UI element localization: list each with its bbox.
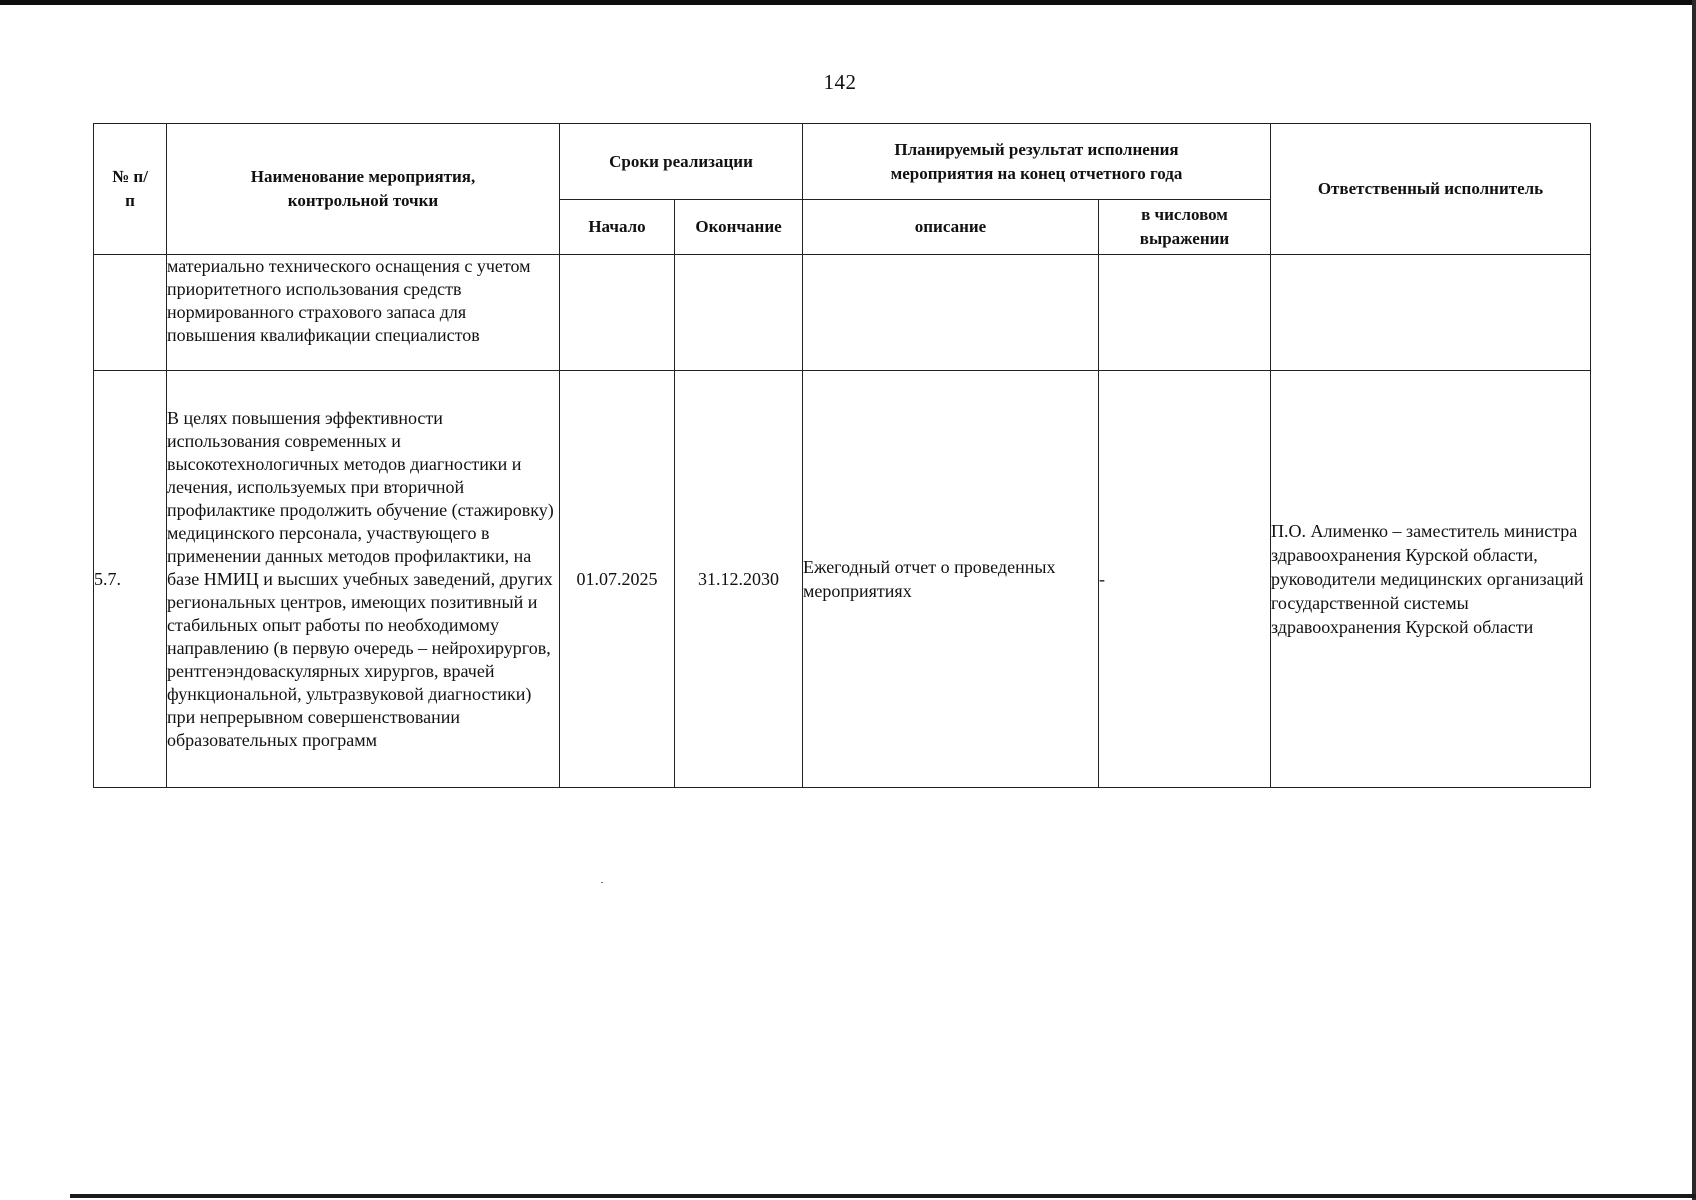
row-end-date — [675, 255, 803, 371]
scan-edge-right — [1692, 0, 1696, 1200]
header-dates: Сроки реализации — [560, 124, 803, 200]
header-row-1 — [94, 124, 1591, 200]
row-start-date — [560, 255, 675, 371]
row-numeric — [1099, 255, 1271, 371]
header-end: Окончание — [675, 200, 803, 255]
row-activity-name: материально технического оснащения с учетом приоритетного использования средств нормированного страхового запаса для повышения квалификации специалистов — [167, 255, 560, 371]
row-activity-name: В целях повышения эффективности использования современных и высокотехнологичных методов диагностики и лечения, используемых при вторичной профилактике продолжить обучение (стажировку) медицинского персонала, участвующего в применении данных методов профилактики, на базе НМИЦ и высших учебных заведений, других региональных центров, имеющих позитивный и стабильных опыт работы по необходимому направлению (в первую очередь – нейрохирургов, рентгенэндоваскулярных хирургов, врачей функциональной, ультразвуковой диагностики) при непрерывном совершенствовании образовательных программ — [167, 371, 560, 788]
row-responsible: П.О. Алименко – заместитель министра здравоохранения Курской области, руководители медицинских организаций государственной системы здравоохранения Курской области — [1271, 371, 1591, 788]
row-numeric: - — [1099, 371, 1271, 788]
page-number: 142 — [823, 70, 857, 94]
table-row — [94, 255, 1591, 371]
row-description — [803, 255, 1099, 371]
row-start-date: 01.07.2025 — [560, 371, 675, 788]
scan-speck — [601, 882, 603, 883]
row-end-date: 31.12.2030 — [675, 371, 803, 788]
scan-edge-bottom — [70, 1194, 1696, 1198]
header-responsible: Ответственный исполнитель — [1271, 124, 1591, 255]
header-start: Начало — [560, 200, 675, 255]
header-description: описание — [803, 200, 1099, 255]
activity-plan-table — [93, 123, 1591, 788]
header-name: Наименование мероприятия, контрольной точки — [167, 124, 560, 255]
header-result: Планируемый результат исполнения мероприятия на конец отчетного года — [803, 124, 1271, 200]
row-responsible — [1271, 255, 1591, 371]
row-number — [94, 255, 167, 371]
header-no: № п/п — [94, 124, 167, 255]
row-description: Ежегодный отчет о проведенных мероприятиях — [803, 371, 1099, 788]
header-numeric: в числовом выражении — [1099, 200, 1271, 255]
table-row — [94, 371, 1591, 788]
scan-edge-top — [0, 0, 1696, 5]
row-number: 5.7. — [94, 371, 167, 788]
